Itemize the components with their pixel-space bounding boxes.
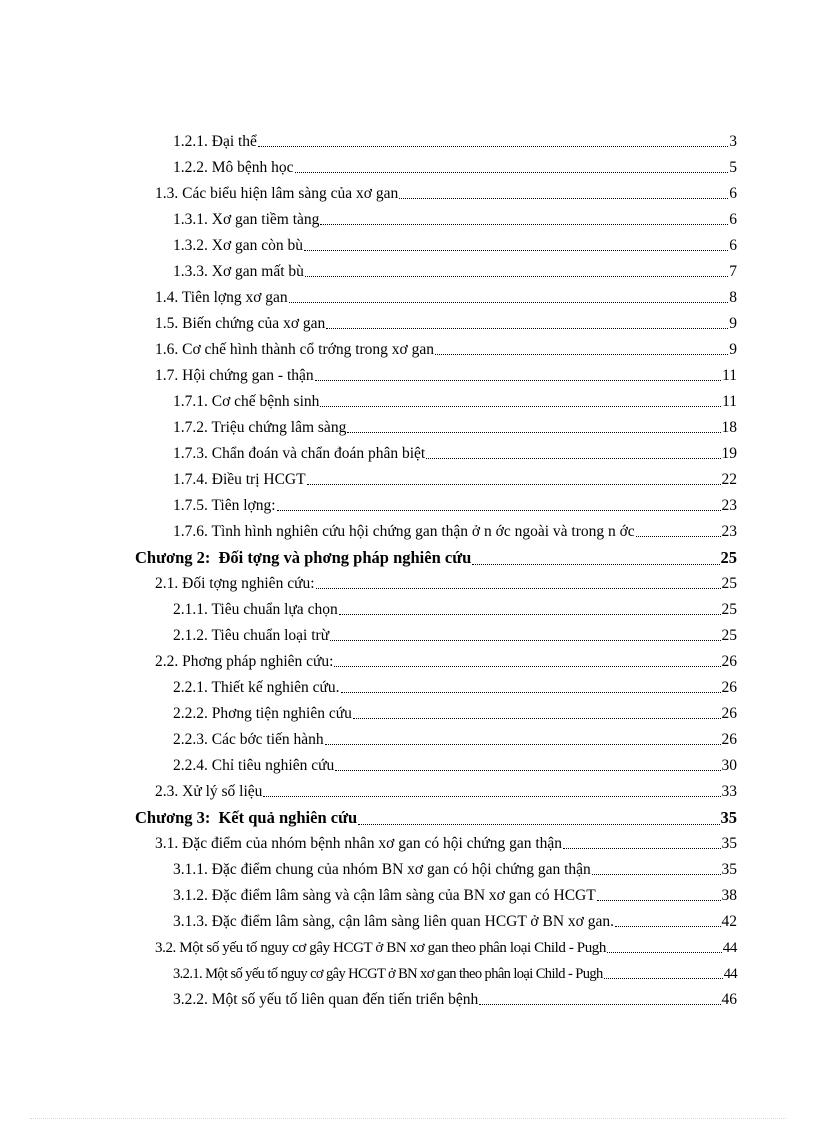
toc-title: Đặc điểm lâm sàng và cận lâm sàng của BN xơ gan có HCGT <box>211 887 596 904</box>
toc-entry[interactable] <box>173 390 737 414</box>
toc-entry[interactable] <box>173 910 737 934</box>
toc-title: Tiên lợng xơ gan <box>181 289 288 306</box>
toc-number: 2.2.4. <box>173 757 208 774</box>
toc-entry[interactable] <box>155 286 737 310</box>
dot-leader <box>263 796 720 797</box>
toc-title: Các bớc tiến hành <box>211 731 324 748</box>
toc-page-number: 25 <box>721 627 737 644</box>
toc-entry[interactable] <box>155 650 737 674</box>
toc-entry[interactable] <box>173 260 737 284</box>
toc-number: 1.7.1. <box>173 393 208 410</box>
toc-title: Tiên lợng: <box>211 497 276 514</box>
toc-page-number: 35 <box>721 835 737 852</box>
toc-title: Đặc điểm lâm sàng, cận lâm sàng liên quan HCGT ở BN xơ gan. <box>211 913 614 930</box>
toc-number: 2.2.2. <box>173 705 208 722</box>
toc-title: Biến chứng của xơ gan <box>182 315 326 332</box>
toc-title: Cơ chế hình thành cổ trớng trong xơ gan <box>182 341 434 358</box>
toc-entry[interactable] <box>173 884 737 908</box>
toc-number: 3.2.2. <box>173 991 208 1008</box>
toc-entry[interactable] <box>173 754 737 778</box>
toc-entry[interactable] <box>173 156 737 180</box>
toc-number: 2.1.2. <box>173 627 208 644</box>
toc-page-number: 19 <box>721 445 737 462</box>
toc-title: Xơ gan còn bù <box>211 237 304 254</box>
toc-number: 1.7.3. <box>173 445 208 462</box>
toc-title: Hội chứng gan - thận <box>182 367 314 384</box>
toc-page-number: 6 <box>729 237 737 254</box>
dot-leader <box>330 640 720 641</box>
toc-entry[interactable] <box>173 130 737 154</box>
toc-number: 2.1.1. <box>173 601 208 618</box>
toc-number: 3.2.1. <box>173 966 203 982</box>
toc-page-number: 26 <box>721 653 737 670</box>
toc-number: 2.2.1. <box>173 679 208 696</box>
toc-page-number: 25 <box>721 575 737 592</box>
dot-leader <box>325 744 721 745</box>
toc-page-number: 26 <box>721 705 737 722</box>
dot-leader <box>604 978 723 979</box>
toc-entry[interactable] <box>173 624 737 648</box>
dot-leader <box>597 900 721 901</box>
toc-title: Xơ gan mất bù <box>211 263 304 280</box>
toc-page-number: 25 <box>721 601 737 618</box>
toc-page-number: 30 <box>721 757 737 774</box>
toc-entry[interactable] <box>173 598 737 622</box>
toc-title: Triệu chứng lâm sàng <box>211 419 347 436</box>
dot-leader <box>295 172 729 173</box>
toc-number: 3.2. <box>155 940 176 956</box>
dot-leader <box>258 146 728 147</box>
dot-leader <box>326 328 728 329</box>
toc-title: Đại thể <box>211 133 257 150</box>
toc-page-number: 23 <box>721 523 737 540</box>
dot-leader <box>435 354 728 355</box>
dot-leader <box>607 952 722 953</box>
toc-page-number: 44 <box>723 966 737 982</box>
toc-number: 2.2.3. <box>173 731 208 748</box>
toc-page-number: 44 <box>722 940 737 956</box>
toc-title: Đặc điểm chung của nhóm BN xơ gan có hội chứng gan thận <box>211 861 591 878</box>
dot-leader <box>320 224 728 225</box>
toc-page-number: 9 <box>729 341 737 358</box>
toc-page-number: 6 <box>729 185 737 202</box>
toc-page-number: 23 <box>721 497 737 514</box>
dot-leader <box>339 614 721 615</box>
toc-page-number: 35 <box>720 808 737 827</box>
toc-entry[interactable] <box>155 364 737 388</box>
toc-title: Thiết kế nghiên cứu. <box>211 679 340 696</box>
toc-number: 1.7.2. <box>173 419 208 436</box>
toc-number: 1.7.4. <box>173 471 208 488</box>
toc-entry[interactable] <box>173 702 737 726</box>
dot-leader <box>426 458 720 459</box>
dot-leader <box>315 380 721 381</box>
toc-entry[interactable] <box>155 312 737 336</box>
toc-title: Phơng pháp nghiên cứu: <box>182 653 334 670</box>
toc-number: 1.7.5. <box>173 497 208 514</box>
toc-entry[interactable] <box>173 416 737 440</box>
toc-chapter[interactable] <box>135 543 737 573</box>
toc-number: 1.7. <box>155 367 179 384</box>
toc-title: Cơ chế bệnh sinh <box>211 393 320 410</box>
toc-page-number: 9 <box>729 315 737 332</box>
dot-leader <box>334 666 720 667</box>
toc-page-number: 18 <box>721 419 737 436</box>
dot-leader <box>358 824 719 825</box>
toc-entry[interactable] <box>173 468 737 492</box>
dot-leader <box>341 692 721 693</box>
toc-page-number: 25 <box>720 548 737 567</box>
toc-page-number: 26 <box>721 731 737 748</box>
toc-title: Điều trị HCGT <box>211 471 306 488</box>
toc-number: 1.5. <box>155 315 179 332</box>
toc-number: 1.3. <box>155 185 179 202</box>
toc-number: 1.3.3. <box>173 263 208 280</box>
toc-entry[interactable] <box>155 780 737 804</box>
dot-leader <box>563 848 720 849</box>
dot-leader <box>320 406 721 407</box>
toc-page-number: 26 <box>721 679 737 696</box>
toc-number: 1.3.2. <box>173 237 208 254</box>
dot-leader <box>615 926 721 927</box>
chapter-label: Chương 3: <box>135 808 211 827</box>
toc-chapter[interactable] <box>135 803 737 833</box>
toc-number: 1.4. <box>155 289 179 306</box>
toc-entry[interactable] <box>173 442 737 466</box>
toc-title: Phơng tiện nghiên cứu <box>211 705 352 722</box>
toc-number: 3.1.2. <box>173 887 208 904</box>
dot-leader <box>305 276 728 277</box>
toc-page-number: 11 <box>722 367 737 384</box>
toc-entry[interactable] <box>155 338 737 362</box>
toc-title: Chẩn đoán và chẩn đoán phân biệt <box>211 445 426 462</box>
toc-page-number: 11 <box>722 393 737 410</box>
toc-entry[interactable] <box>173 494 737 518</box>
dot-leader <box>316 588 721 589</box>
toc-number: 2.1. <box>155 575 179 592</box>
toc-entry[interactable] <box>155 572 737 596</box>
chapter-title: Đối tợng và phơng pháp nghiên cứu <box>218 548 472 567</box>
toc-page-number: 42 <box>721 913 737 930</box>
toc-page-number: 46 <box>721 991 737 1008</box>
toc-title: Chỉ tiêu nghiên cứu <box>211 757 335 774</box>
toc-title: Đặc điểm của nhóm bệnh nhân xơ gan có hội chứng gan thận <box>182 835 563 852</box>
dot-leader <box>307 484 721 485</box>
toc-number: 3.1.3. <box>173 913 208 930</box>
dot-leader <box>399 198 728 199</box>
toc-entry[interactable] <box>155 182 737 206</box>
toc-title: Một số yếu tố nguy cơ gây HCGT ở BN xơ gan theo phân loại Child - Pugh <box>179 940 607 956</box>
dot-leader <box>479 1004 720 1005</box>
toc-page-number: 7 <box>729 263 737 280</box>
toc-page-number: 33 <box>721 783 737 800</box>
dot-leader <box>636 536 721 537</box>
toc-entry[interactable] <box>173 676 737 700</box>
toc-entry[interactable] <box>155 832 737 856</box>
toc-number: 1.6. <box>155 341 179 358</box>
toc-title: Một số yếu tố nguy cơ gây HCGT ở BN xơ gan theo phân loại Child - Pugh <box>205 966 603 982</box>
chapter-label: Chương 2: <box>135 548 211 567</box>
dot-leader <box>353 718 721 719</box>
toc-page-number: 3 <box>729 133 737 150</box>
toc-page-number: 8 <box>729 289 737 306</box>
page-bottom-rule <box>30 1118 786 1119</box>
toc-entry[interactable] <box>173 234 737 258</box>
toc-title: Các biểu hiện lâm sàng của xơ gan <box>182 185 399 202</box>
dot-leader <box>277 510 721 511</box>
toc-number: 3.1. <box>155 835 179 852</box>
toc-page-number: 22 <box>721 471 737 488</box>
toc-number: 1.3.1. <box>173 211 208 228</box>
toc-page-number: 5 <box>729 159 737 176</box>
toc-number: 1.2.2. <box>173 159 208 176</box>
dot-leader <box>304 250 728 251</box>
toc-title: Một số yếu tố liên quan đến tiến triển bệnh <box>211 991 479 1008</box>
toc-title: Xơ gan tiềm tàng <box>211 211 320 228</box>
toc-entry[interactable] <box>173 962 737 986</box>
toc-title: Tiêu chuẩn loại trừ <box>211 627 330 644</box>
toc-entry[interactable] <box>173 988 737 1012</box>
toc-title: Đối tợng nghiên cứu: <box>182 575 315 592</box>
toc-number: 2.3. <box>155 783 179 800</box>
chapter-title: Kết quả nghiên cứu <box>218 808 358 827</box>
toc-title: Tiêu chuẩn lựa chọn <box>211 601 338 618</box>
dot-leader <box>347 432 720 433</box>
toc-title: Mô bệnh học <box>211 159 294 176</box>
toc-entry[interactable] <box>173 520 737 544</box>
toc-title: Tình hình nghiên cứu hội chứng gan thận ở n ớc ngoài và trong n ớc <box>211 523 635 540</box>
toc-entry[interactable] <box>173 728 737 752</box>
toc-page-number: 35 <box>721 861 737 878</box>
toc-number: 3.1.1. <box>173 861 208 878</box>
toc-entry[interactable] <box>155 936 737 960</box>
dot-leader <box>335 770 720 771</box>
toc-number: 1.7.6. <box>173 523 208 540</box>
dot-leader <box>592 874 721 875</box>
toc-title: Xử lý số liệu <box>182 783 263 800</box>
toc-page-number: 6 <box>729 211 737 228</box>
toc-number: 1.2.1. <box>173 133 208 150</box>
toc-entry[interactable] <box>173 858 737 882</box>
toc-entry[interactable] <box>173 208 737 232</box>
dot-leader <box>472 564 719 565</box>
dot-leader <box>289 302 729 303</box>
toc-page-number: 38 <box>721 887 737 904</box>
toc-number: 2.2. <box>155 653 179 670</box>
